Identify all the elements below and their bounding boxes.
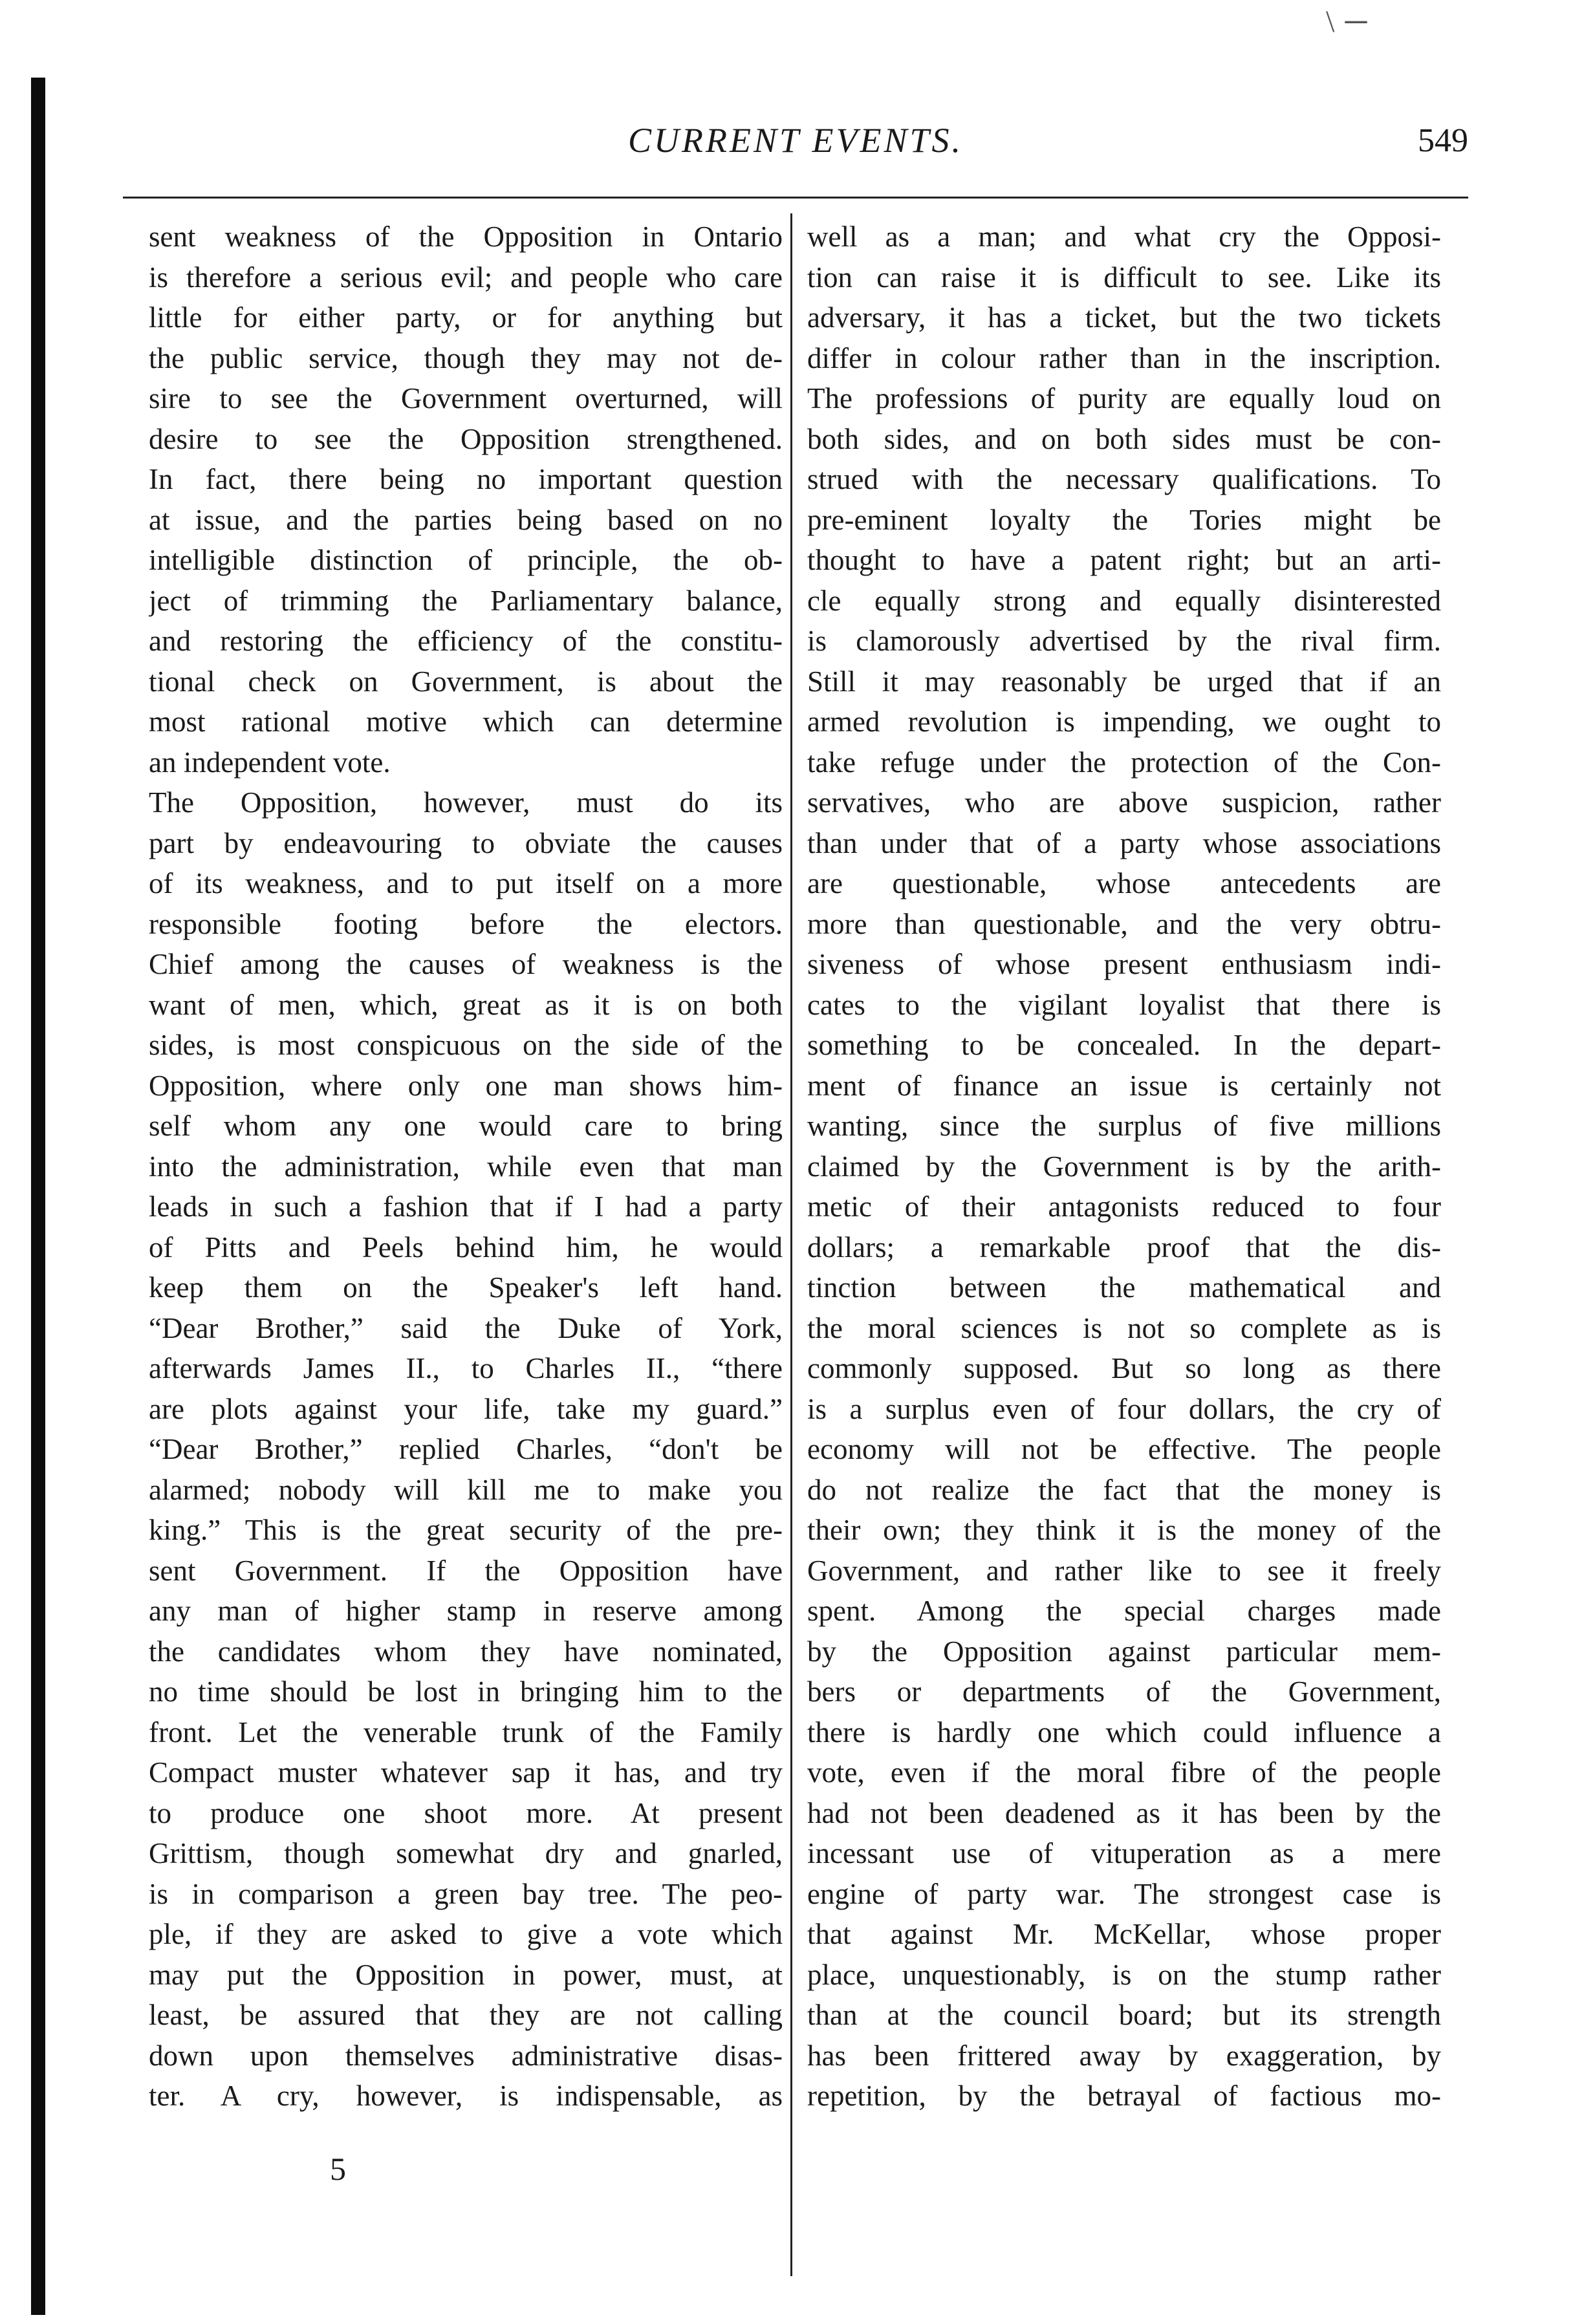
text-line: repetition, by the betrayal of factious mo- xyxy=(807,2080,1441,2112)
text-line: armed revolution is impending, we ought to xyxy=(807,705,1441,738)
text-line: do not realize the fact that the money is xyxy=(807,1473,1441,1506)
text-line: had not been deadened as it has been by the xyxy=(807,1796,1441,1829)
text-line: of its weakness, and to put itself on a more xyxy=(149,867,783,899)
text-line: dollars; a remarkable proof that the dis- xyxy=(807,1231,1441,1264)
text-line: ple, if they are asked to give a vote which xyxy=(149,1918,783,1950)
text-line: by the Opposition against particular mem- xyxy=(807,1635,1441,1668)
text-line: may put the Opposition in power, must, at xyxy=(149,1958,783,1991)
text-line: strued with the necessary qualifications. To xyxy=(807,463,1441,495)
text-line: servatives, who are above suspicion, rather xyxy=(807,786,1441,819)
text-line: The Opposition, however, must do its xyxy=(149,786,783,819)
text-line: self whom any one would care to bring xyxy=(149,1110,783,1142)
text-line: adversary, it has a ticket, but the two tickets xyxy=(807,301,1441,334)
text-line: cle equally strong and equally disinterested xyxy=(807,584,1441,617)
running-title: CURRENT EVENTS. xyxy=(627,121,964,160)
text-line: afterwards James II., to Charles II., “there xyxy=(149,1352,783,1384)
text-line: ment of finance an issue is certainly not xyxy=(807,1069,1441,1102)
text-line: sent Government. If the Opposition have xyxy=(149,1554,783,1587)
text-line: both sides, and on both sides must be con- xyxy=(807,422,1441,455)
text-line: into the administration, while even that man xyxy=(149,1150,783,1183)
text-line: leads in such a fashion that if I had a party xyxy=(149,1190,783,1223)
text-line: at issue, and the parties being based on no xyxy=(149,503,783,536)
header-rule xyxy=(123,197,1468,199)
text-line: cates to the vigilant loyalist that there is xyxy=(807,988,1441,1021)
signature-mark: 5 xyxy=(330,2151,346,2187)
text-line: keep them on the Speaker's left hand. xyxy=(149,1271,783,1304)
text-line: tion can raise it is difficult to see. Like its xyxy=(807,261,1441,294)
text-line: front. Let the venerable trunk of the Family xyxy=(149,1716,783,1748)
text-line: sire to see the Government overturned, will xyxy=(149,382,783,414)
text-line: the candidates whom they have nominated, xyxy=(149,1635,783,1668)
text-line: there is hardly one which could influence a xyxy=(807,1716,1441,1748)
text-line: Chief among the causes of weakness is the xyxy=(149,948,783,980)
text-line: are plots against your life, take my guard.” xyxy=(149,1392,783,1425)
text-line: than under that of a party whose associations xyxy=(807,826,1441,859)
text-line: of Pitts and Peels behind him, he would xyxy=(149,1231,783,1264)
corner-mark: \ ─ xyxy=(1326,5,1369,39)
text-line: has been frittered away by exaggeration, by xyxy=(807,2039,1441,2072)
text-line: Compact muster whatever sap it has, and try xyxy=(149,1756,783,1789)
column-divider xyxy=(790,213,792,2276)
text-line: least, be assured that they are not calling xyxy=(149,1999,783,2031)
text-line: king.” This is the great security of the pre- xyxy=(149,1514,783,1546)
text-line: the public service, though they may not de- xyxy=(149,341,783,374)
text-line: ject of trimming the Parliamentary balance, xyxy=(149,584,783,617)
text-line: most rational motive which can determine xyxy=(149,705,783,738)
text-line: more than questionable, and the very obtru- xyxy=(807,907,1441,940)
text-line: responsible footing before the electors. xyxy=(149,907,783,940)
text-line: Government, and rather like to see it freely xyxy=(807,1554,1441,1587)
text-line: sides, is most conspicuous on the side of the xyxy=(149,1029,783,1061)
text-line: down upon themselves administrative disas- xyxy=(149,2039,783,2072)
text-line: differ in colour rather than in the inscription. xyxy=(807,341,1441,374)
text-line: are questionable, whose antecedents are xyxy=(807,867,1441,899)
text-line: is therefore a serious evil; and people who care xyxy=(149,261,783,294)
text-line: part by endeavouring to obviate the causes xyxy=(149,826,783,859)
text-line: engine of party war. The strongest case is xyxy=(807,1877,1441,1910)
binding-edge xyxy=(31,78,45,2315)
text-line: In fact, there being no important question xyxy=(149,463,783,495)
text-line: spent. Among the special charges made xyxy=(807,1595,1441,1627)
text-line: and restoring the efficiency of the constitu- xyxy=(149,625,783,657)
text-line: commonly supposed. But so long as there xyxy=(807,1352,1441,1384)
text-line: “Dear Brother,” replied Charles, “don't be xyxy=(149,1433,783,1465)
text-line: incessant use of vituperation as a mere xyxy=(807,1837,1441,1869)
text-line: tional check on Government, is about the xyxy=(149,665,783,698)
text-line: take refuge under the protection of the Con- xyxy=(807,746,1441,779)
text-line: desire to see the Opposition strengthened. xyxy=(149,422,783,455)
text-line: is clamorously advertised by the rival firm. xyxy=(807,625,1441,657)
text-line: claimed by the Government is by the arith- xyxy=(807,1150,1441,1183)
text-line: “Dear Brother,” said the Duke of York, xyxy=(149,1311,783,1344)
text-line: bers or departments of the Government, xyxy=(807,1675,1441,1708)
text-line: siveness of whose present enthusiasm indi- xyxy=(807,948,1441,980)
text-line: The professions of purity are equally loud on xyxy=(807,382,1441,414)
text-line: any man of higher stamp in reserve among xyxy=(149,1595,783,1627)
text-line: place, unquestionably, is on the stump rather xyxy=(807,1958,1441,1991)
text-line: alarmed; nobody will kill me to make you xyxy=(149,1473,783,1506)
text-line: their own; they think it is the money of the xyxy=(807,1514,1441,1546)
text-line: pre-eminent loyalty the Tories might be xyxy=(807,503,1441,536)
text-line: no time should be lost in bringing him to the xyxy=(149,1675,783,1708)
text-line: well as a man; and what cry the Opposi- xyxy=(807,221,1441,253)
text-line: vote, even if the moral fibre of the people xyxy=(807,1756,1441,1789)
text-line: ter. A cry, however, is indispensable, as xyxy=(149,2080,783,2112)
text-line: Still it may reasonably be urged that if an xyxy=(807,665,1441,698)
text-line: Opposition, where only one man shows him- xyxy=(149,1069,783,1102)
text-line: is in comparison a green bay tree. The peo- xyxy=(149,1877,783,1910)
text-line: is a surplus even of four dollars, the cry of xyxy=(807,1392,1441,1425)
text-line: to produce one shoot more. At present xyxy=(149,1796,783,1829)
text-line: metic of their antagonists reduced to four xyxy=(807,1190,1441,1223)
text-line: an independent vote. xyxy=(149,746,391,779)
running-head xyxy=(123,120,1468,172)
right-column xyxy=(807,217,1441,2116)
text-line: than at the council board; but its strength xyxy=(807,1999,1441,2031)
text-line: intelligible distinction of principle, the ob- xyxy=(149,544,783,576)
text-line: that against Mr. McKellar, whose proper xyxy=(807,1918,1441,1950)
text-line: little for either party, or for anything but xyxy=(149,301,783,334)
text-line: something to be concealed. In the depart- xyxy=(807,1029,1441,1061)
left-column xyxy=(149,217,783,2116)
text-line: economy will not be effective. The people xyxy=(807,1433,1441,1465)
page-number: 549 xyxy=(1418,122,1468,159)
text-line: sent weakness of the Opposition in Ontario xyxy=(149,221,783,253)
text-line: tinction between the mathematical and xyxy=(807,1271,1441,1304)
text-line: wanting, since the surplus of five millions xyxy=(807,1110,1441,1142)
text-line: want of men, which, great as it is on both xyxy=(149,988,783,1021)
text-line: thought to have a patent right; but an arti- xyxy=(807,544,1441,576)
text-line: the moral sciences is not so complete as is xyxy=(807,1311,1441,1344)
text-line: Grittism, though somewhat dry and gnarled, xyxy=(149,1837,783,1869)
